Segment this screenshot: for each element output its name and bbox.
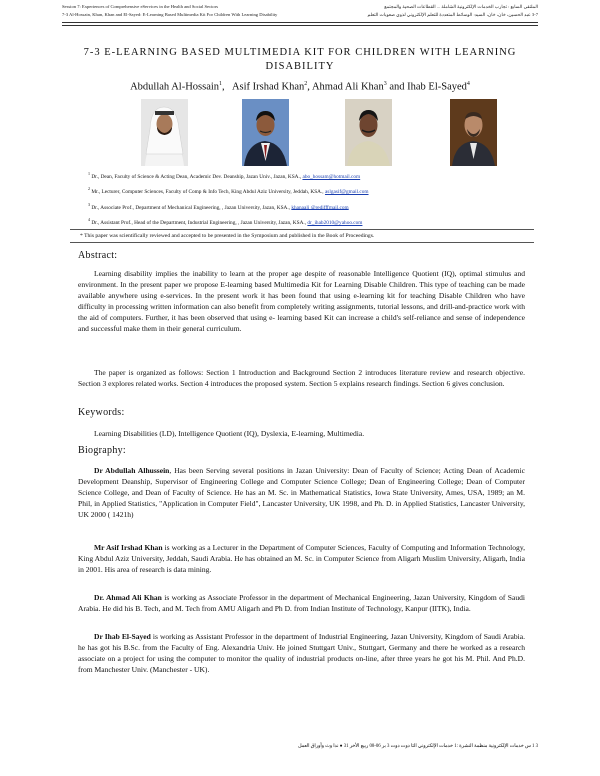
abstract-heading: Abstract: [78, 250, 118, 261]
email-link[interactable]: dr_ihab2010@yahoo.com [307, 219, 363, 226]
email-link[interactable]: khanaali @redifffmail.com [291, 204, 349, 211]
abstract-paragraph-2: The paper is organized as follows: Section 1 Introduction and Background Section 2 introduces literature review and research objective. Section 3 explores related works. Section 4 introduces the proposed system. Section 5 explains research findings. Section 6 gives conclusion. [78, 368, 525, 388]
review-note: * This paper was scientifically reviewed and accepted to be presented in the Symposium and published in the Book of Proceedings. [70, 229, 534, 243]
header-left-2: 7-3 Al-Hossain, Khan, Khan and El-Sayed: E-Learning Based Multimedia Kit For Children With Learning Disability [62, 12, 278, 17]
keywords-heading: Keywords: [78, 407, 125, 418]
author-name: Ahmad Ali Khan [311, 81, 384, 93]
author-name: Asif Irshad Khan [231, 81, 305, 93]
affiliation-item: $^4$ Dr., Assistant Prof., Head of the Department, Industrial Engineering, , Jazan University, Jazan, KSA., dr_ihab2010@yahoo.com [88, 216, 363, 226]
affiliation-item: $^2$ Mr., Lecturer, Computer Sciences, Faculty of Comp & Info Tech, King Abdul Aziz University, Jeddah, KSA., aslgasif@gmail.com [88, 186, 369, 196]
page-footer: 3 1 س خدمات الإلكترونية منظمة النشرة :1 خدمات الإلكتروني الثا دوت دوت 3 بر 06-08 ربيع الأخر 31 ● ندا وث وأوراق العمل [297, 744, 538, 749]
affiliation-item: $^1$ Dr., Dean, Faculty of Science & Acting Dean, Academic Dev. Deanship, Jazan Univ., Jazan, KSA., abo_hossam@hotmail.com [88, 171, 361, 180]
paper-title: 7-3 E-LEARNING BASED MULTIMEDIA KIT FOR CHILDREN WITH LEARNING DISABILITY [83, 47, 517, 72]
header-divider-thin [62, 25, 538, 26]
running-header-2 [62, 12, 538, 17]
bio-paragraph: Dr. Ahmad Ali Khan is working as Associate Professor in the department of Mechanical Engineering, Jazan University, Kingdom of Saudi Arabia. He did his B. Tech, and M. Tech from AMU Aligarh and Ph D. from Indian Institute of Technology, Kanpur (IITK), India. [78, 593, 525, 613]
author-name: Abdullah Al-Hossain [130, 81, 220, 93]
author-list: Abdullah Al-Hossain$^1$, Asif Irshad Khan$^2$, Ahmad Ali Khan$^3$ and Ihab El-Sayed$^4$ [130, 81, 470, 93]
header-divider [62, 22, 538, 23]
affiliation-item: $^3$ Dr., Associate Prof., Department of Mechanical Engineering, , Jazan University, Jazan, KSA., khanaali @redifffmail.com [88, 201, 349, 211]
bio-paragraph: Mr Asif Irshad Khan is working as a Lecturer in the Department of Computer Sciences, Faculty of Computing and Information Technology, King Abdul Aziz University, Jeddah, Saudi Arabia. He has obtained an M. Sc. in Computer Science from Aligarh Muslim University, Aligarh, India in 2001. His area of research is data mining. [78, 543, 525, 574]
author-photo-1 [141, 99, 188, 166]
email-link[interactable]: abo_hossam@hotmail.com [302, 173, 361, 180]
email-link[interactable]: aslgasif@gmail.com [324, 189, 369, 196]
biography-heading: Biography: [78, 445, 126, 456]
header-right-1: الملتقى السابع : تجارب الخدمات الإلكترونية الشاملة ... القطاعات الصحية والمجتمع [384, 4, 538, 9]
author-name: Ihab El-Sayed [407, 81, 467, 93]
bio-paragraph: Dr Ihab El-Sayed is working as Assistant Professor in the department of Industrial Engineering, Jazan University, Kingdom of Saudi Arabia. he has got his B.Sc. from the Faculty of Eng. Alexandria Univ. He joined Stuttgart Univ., Stuttgart, Germany and there he worked as a research associate on a project for using the computer to monitor the quality of industrial products on-line, after three years he got his M. Phil. And Ph.D. from Manchester Univ. (Manchester - UK). [78, 632, 525, 674]
abstract-paragraph-1: Learning disability implies the inability to learn at the proper age despite of reasonable Intelligence Quotient (IQ), optimal stimulus and environment. In the present paper we propose E-learning based Multimedia Kit for Learning Disable Children. This type of teaching can be made available anywhere using e-services. In the present work it has been found that using e-learning kit for teaching Disable Children who have difficulty in processing written information can also benefit from completely writing assignments, tutorial lessons, and drill-and-practice work with the aid of computers. Further, it has been observed that using e- learning based Kit can increase a child's self-reliance and sense of independence and successful make them in their general curriculum. [78, 269, 525, 333]
affiliations [88, 168, 538, 229]
header-left-1: Session 7: Experiences of Comprehensive eServices in the Health and Social Sectors [62, 4, 219, 9]
keywords-text: Learning Disabilities (LD), Intelligence Quotient (IQ), Dyslexia, E-learning, Multimedia. [94, 429, 365, 438]
running-header-1 [62, 4, 538, 9]
header-right-2: 3-7 عبد الحسين، خان، خان، السيد: الوسائط المتعددة للتعلم الإلكتروني لذوي صعوبات التعلم [367, 12, 538, 17]
bio-paragraph: Dr Abdullah Alhussein, Has been Serving several positions in Jazan University: Dean of Faculty of Science; Acting Dean of Academic Development Deanship, Supervisor of Engineering College and Computer Science College; Dean of Engineering College; Dean of Computer Science College, and Dean of Faculty of Science. He has an M. Sc. in Mathematical Statistics, Iowa State University, Ames, USA, 1989; an M. Phil, in Applied Statistics, "Application in Computer Field", Lancaster University, UK 1998, and Ph. D. in Applied Statistics, Lancaster University, UK 2000 ( 1421h) [78, 466, 525, 519]
author-photo-2 [242, 99, 289, 166]
author-photo-3 [345, 99, 392, 166]
author-photo-4 [450, 99, 497, 166]
